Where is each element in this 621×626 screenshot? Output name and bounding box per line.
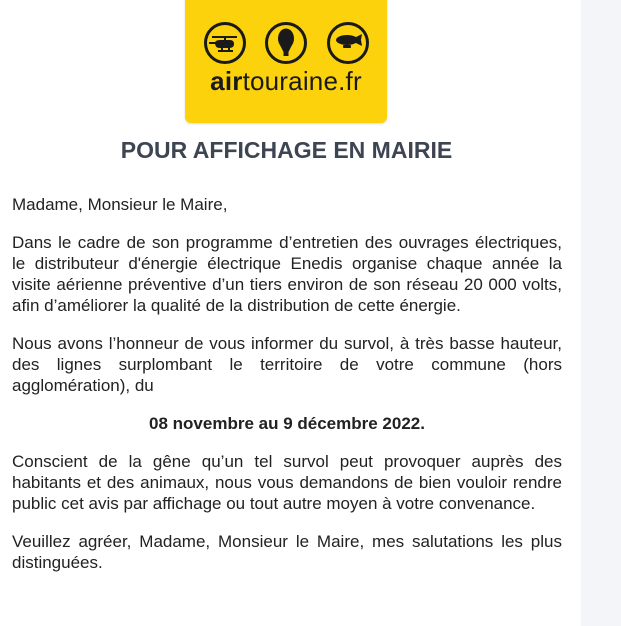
- letter-body: [12, 194, 562, 590]
- scroll-gutter: [581, 0, 621, 626]
- page-title: POUR AFFICHAGE EN MAIRIE: [120, 137, 453, 163]
- survey-dates: 08 novembre au 9 décembre 2022.: [149, 414, 425, 433]
- airtouraine-logo: [185, 0, 387, 123]
- closing: Veuillez agréer, Madame, Monsieur le Maire, mes salutations les plus distinguées.: [12, 532, 562, 572]
- paragraph-request: Conscient de la gêne qu’un tel survol peut provoquer auprès des habitants et des animaux, nous vous demandons de bien vouloir rendre public cet avis par affichage ou tout autre moyen à votre convenance.: [12, 452, 562, 513]
- logo-wordmark: [185, 66, 387, 97]
- helicopter-icon: [203, 21, 247, 65]
- paragraph-intro: Dans le cadre de son programme d’entretien des ouvrages électriques, le distributeur d'énergie électrique Enedis organise chaque année la visite aérienne préventive d’un tiers environ de son réseau 20 000 volts, afin d’améliorer la qualité de la distribution de cette énergie.: [12, 233, 562, 315]
- logo-text-bold: air: [210, 66, 243, 96]
- salutation: Madame, Monsieur le Maire,: [12, 195, 228, 214]
- paragraph-survol: Nous avons l’honneur de vous informer du survol, à très basse hauteur, des lignes surplombant le territoire de votre commune (hors agglomération), du: [12, 334, 562, 395]
- logo-text-rest: touraine.fr: [242, 66, 362, 96]
- airship-icon: [326, 21, 370, 65]
- hot-air-balloon-icon: [264, 21, 308, 65]
